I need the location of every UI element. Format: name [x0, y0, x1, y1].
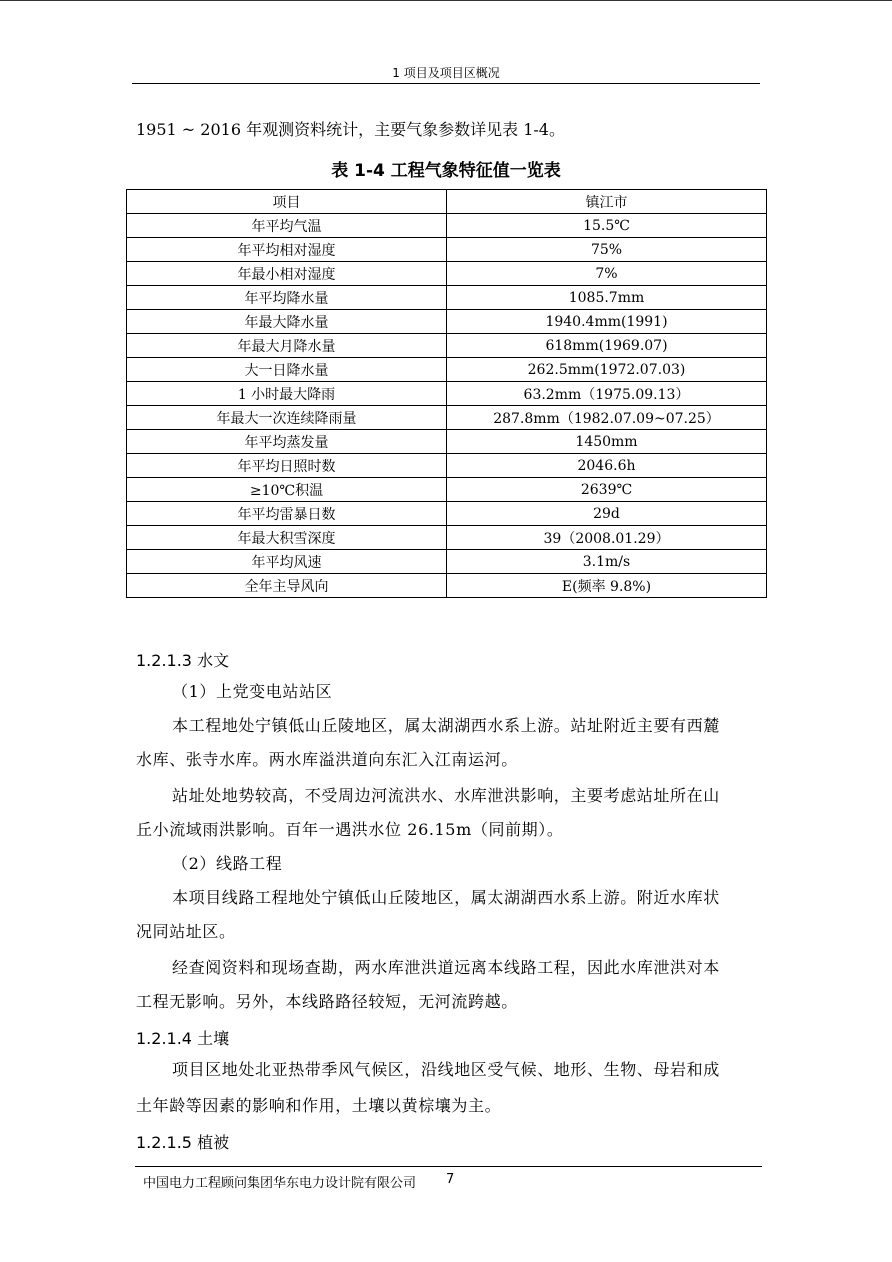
paragraph-line: 水库、张寺水库。两水库溢洪道向东汇入江南运河。 — [136, 750, 518, 769]
table-row — [127, 550, 767, 574]
subheading-substation: （1）上党变电站站区 — [172, 682, 333, 701]
row-value: 1085.7mm — [447, 286, 767, 310]
table-row — [127, 286, 767, 310]
table-row — [127, 478, 767, 502]
row-label: 年最大一次连续降雨量 — [127, 406, 447, 430]
row-label: 1 小时最大降雨 — [127, 382, 447, 406]
table-row — [127, 430, 767, 454]
table-row — [127, 334, 767, 358]
column-header-city: 镇江市 — [447, 190, 767, 214]
paragraph-line: 本工程地处宁镇低山丘陵地区，属太湖湖西水系上游。站址附近主要有西麓 — [172, 716, 720, 735]
row-value: 287.8mm（1982.07.09~07.25） — [447, 406, 767, 430]
row-value: 2639℃ — [447, 478, 767, 502]
row-value: 15.5℃ — [447, 214, 767, 238]
paragraph-line: 土年龄等因素的影响和作用，土壤以黄棕壤为主。 — [136, 1096, 502, 1115]
paragraph-line: 丘小流域雨洪影响。百年一遇洪水位 26.15m（同前期）。 — [136, 820, 564, 839]
row-label: 年平均气温 — [127, 214, 447, 238]
table-row — [127, 526, 767, 550]
row-label: 大一日降水量 — [127, 358, 447, 382]
table-row — [127, 310, 767, 334]
paragraph-line: 本项目线路工程地处宁镇低山丘陵地区，属太湖湖西水系上游。附近水库状 — [172, 888, 720, 907]
paragraph-line: 工程无影响。另外，本线路路径较短，无河流跨越。 — [136, 992, 518, 1011]
column-header-item: 项目 — [127, 190, 447, 214]
row-label: 年平均蒸发量 — [127, 430, 447, 454]
section-heading-soil: 1.2.1.4 土壤 — [136, 1029, 230, 1048]
row-label: 年平均相对湿度 — [127, 238, 447, 262]
row-label: 年最大降水量 — [127, 310, 447, 334]
row-label: 年最小相对湿度 — [127, 262, 447, 286]
paragraph-line: 项目区地处北亚热带季风气候区，沿线地区受气候、地形、生物、母岩和成 — [172, 1060, 720, 1079]
running-header: 1 项目及项目区概况 — [392, 66, 500, 80]
row-value: 29d — [447, 502, 767, 526]
row-value: 618mm(1969.07) — [447, 334, 767, 358]
table-row — [127, 574, 767, 598]
row-value: 1450mm — [447, 430, 767, 454]
row-label: 年平均雷暴日数 — [127, 502, 447, 526]
weather-table — [126, 189, 767, 598]
row-value: E(频率 9.8%) — [447, 574, 767, 598]
table-header-row — [127, 190, 767, 214]
row-label: 年最大月降水量 — [127, 334, 447, 358]
row-label: 年平均日照时数 — [127, 454, 447, 478]
paragraph-line: 经查阅资料和现场查勘，两水库泄洪道远离本线路工程，因此水库泄洪对本 — [172, 958, 720, 977]
row-value: 3.1m/s — [447, 550, 767, 574]
table-title: 表 1-4 工程气象特征值一览表 — [331, 161, 561, 181]
header-rule — [132, 83, 760, 84]
row-value: 39（2008.01.29） — [447, 526, 767, 550]
footer-rule — [135, 1166, 762, 1167]
table-row — [127, 238, 767, 262]
row-value: 75% — [447, 238, 767, 262]
row-value: 2046.6h — [447, 454, 767, 478]
table-row — [127, 406, 767, 430]
table-row — [127, 262, 767, 286]
section-heading-hydrology: 1.2.1.3 水文 — [136, 651, 230, 670]
paragraph-line: 站址处地势较高，不受周边河流洪水、水库泄洪影响，主要考虑站址所在山 — [172, 786, 720, 805]
page-top-border — [0, 0, 892, 1]
row-label: 全年主导风向 — [127, 574, 447, 598]
row-value: 1940.4mm(1991) — [447, 310, 767, 334]
row-label: ≥10℃积温 — [127, 478, 447, 502]
table-row — [127, 358, 767, 382]
table-row — [127, 502, 767, 526]
intro-paragraph: 1951 ~ 2016 年观测资料统计，主要气象参数详见表 1-4。 — [136, 120, 565, 139]
paragraph-line: 况同站址区。 — [136, 922, 236, 941]
table-row — [127, 454, 767, 478]
row-value: 63.2mm（1975.09.13） — [447, 382, 767, 406]
row-label: 年平均风速 — [127, 550, 447, 574]
table-row — [127, 214, 767, 238]
row-label: 年最大积雪深度 — [127, 526, 447, 550]
page-number: 7 — [446, 1172, 455, 1187]
row-value: 7% — [447, 262, 767, 286]
subheading-line-project: （2）线路工程 — [172, 854, 283, 873]
row-label: 年平均降水量 — [127, 286, 447, 310]
section-heading-vegetation: 1.2.1.5 植被 — [136, 1133, 230, 1152]
footer-company: 中国电力工程顾问集团华东电力设计院有限公司 — [143, 1176, 417, 1191]
table-row — [127, 382, 767, 406]
row-value: 262.5mm(1972.07.03) — [447, 358, 767, 382]
